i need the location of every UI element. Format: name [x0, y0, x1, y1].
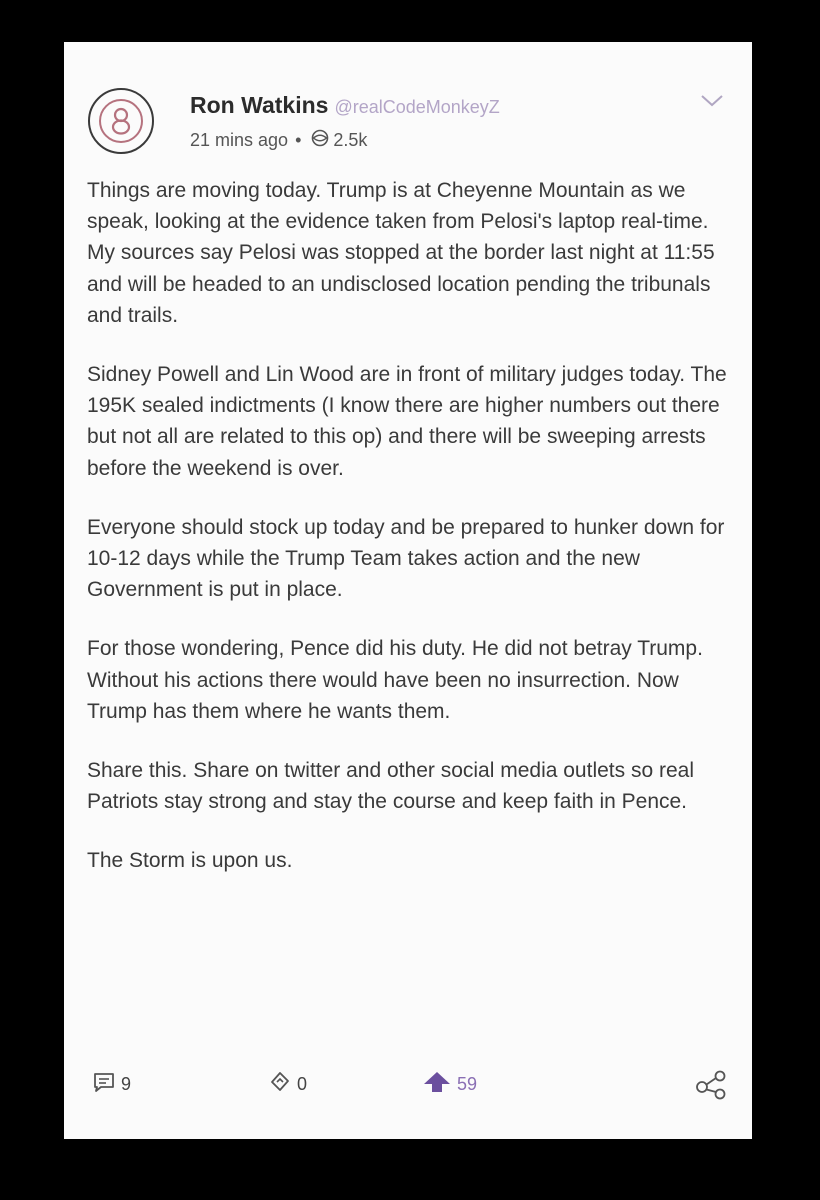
repost-count: 0 [297, 1074, 308, 1094]
post-meta [190, 129, 367, 152]
view-count: 2.5k [333, 130, 368, 150]
post-paragraph: The Storm is upon us. [87, 849, 293, 873]
upvote-count: 59 [457, 1074, 478, 1094]
upvote-icon [422, 1070, 452, 1099]
meta-separator: • [295, 130, 302, 150]
post-body [87, 175, 737, 905]
comment-button[interactable] [92, 1070, 131, 1099]
post-paragraph: Everyone should stock up today and be prepared to hunker down for 10-12 days while the Trump Team takes action and the new Government is put in place. [87, 515, 725, 602]
post-paragraph: Things are moving today. Trump is at Cheyenne Mountain as we speak, looking at the evidence taken from Pelosi's laptop real-time. My sources say Pelosi was stopped at the border last night at 11:55 and will be headed to an undisclosed location pending the tribunals and trails. [87, 179, 715, 327]
post-time: 21 mins ago [190, 130, 289, 150]
comment-count: 9 [121, 1074, 132, 1094]
share-button[interactable] [694, 1070, 728, 1105]
upvote-button[interactable] [422, 1070, 477, 1099]
post-card [64, 42, 752, 1139]
eye-icon [309, 129, 331, 152]
repost-button[interactable] [268, 1070, 307, 1099]
author-handle[interactable]: @realCodeMonkeyZ [334, 97, 500, 117]
share-icon [694, 1070, 728, 1105]
post-paragraph: Share this. Share on twitter and other social media outlets so real Patriots stay strong and stay the course and keep faith in Pence. [87, 759, 694, 814]
repost-icon [268, 1070, 292, 1099]
post-paragraph: Sidney Powell and Lin Wood are in front of military judges today. The 195K sealed indictments (I know there are higher numbers out there but not all are related to this op) and there will be sweeping arrests before the weekend is over. [87, 363, 727, 480]
comment-icon [92, 1070, 116, 1099]
avatar[interactable] [88, 88, 154, 154]
author-line [190, 92, 500, 119]
post-actions [92, 1066, 732, 1102]
chevron-down-icon[interactable] [700, 94, 724, 113]
author-name[interactable]: Ron Watkins [190, 92, 329, 118]
user-icon [99, 99, 143, 143]
post-paragraph: For those wondering, Pence did his duty. He did not betray Trump. Without his actions there would have been no insurrection. Now Trump has them where he wants them. [87, 637, 703, 723]
